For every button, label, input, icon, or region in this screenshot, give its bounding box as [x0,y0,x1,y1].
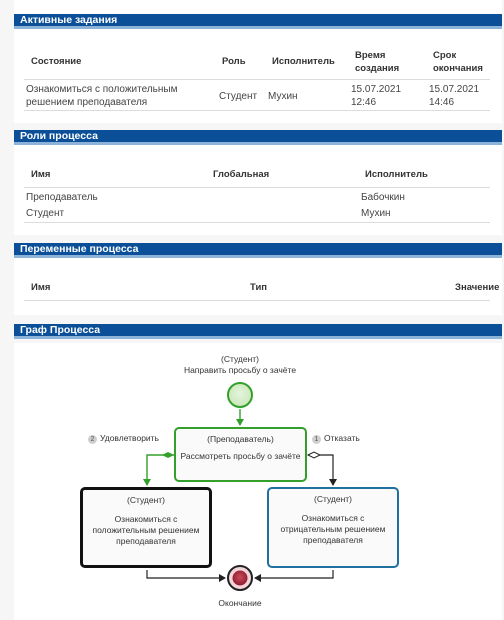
role-name: Студент [26,208,65,219]
approve-edge-label: 2 Удовлетворить [88,433,168,444]
col-name: Имя [31,169,51,180]
reject-number-badge: 1 [312,435,321,444]
col-state: Состояние [31,56,82,67]
edge-approve [147,455,174,485]
reject-diamond [308,452,320,458]
role-executor: Мухин [361,208,391,219]
col-created: Время создания [355,50,400,74]
graph-header: Граф Процесса [14,324,502,336]
end-event-core [233,571,248,586]
active-tasks-header: Активные задания [14,14,502,26]
start-label: (Студент) Направить просьбу о зачёте [183,354,297,375]
edge-reject [308,455,333,485]
col-role: Роль [222,56,246,67]
positive-node[interactable]: (Студент) Ознакомиться с положительным решением преподавателя [80,487,212,568]
review-node[interactable]: (Преподаватель) Рассмотреть просьбу о зачёте [174,427,307,482]
task-executor: Мухин [268,91,298,102]
start-event [228,383,252,407]
negative-node[interactable]: (Студент) Ознакомиться с отрицательным решением преподавателя [267,487,399,568]
reject-edge-label: 1 Отказать [312,433,382,444]
col-global: Глобальная [213,169,270,180]
roles-header: Роли процесса [14,130,502,142]
approve-number-badge: 2 [88,435,97,444]
role-executor: Бабочкин [361,192,405,203]
edge-negative-end [255,570,333,578]
task-link[interactable]: Ознакомиться с положительным решением преподавателя [26,84,178,108]
task-role: Студент [219,91,258,102]
edge-positive-end [147,570,225,578]
col-deadline: Срок окончания [433,50,483,74]
col-executor: Исполнитель [365,169,428,180]
end-label: Окончание [218,598,262,608]
col-name: Имя [31,282,51,293]
approve-diamond [162,452,174,458]
col-type: Тип [250,282,268,293]
task-deadline: 15.07.2021 14:46 [429,84,480,108]
col-value: Значение [455,282,500,293]
role-name: Преподаватель [26,192,98,203]
variables-header: Переменные процесса [14,243,502,255]
col-executor: Исполнитель [272,56,335,67]
task-created: 15.07.2021 12:46 [351,84,402,108]
